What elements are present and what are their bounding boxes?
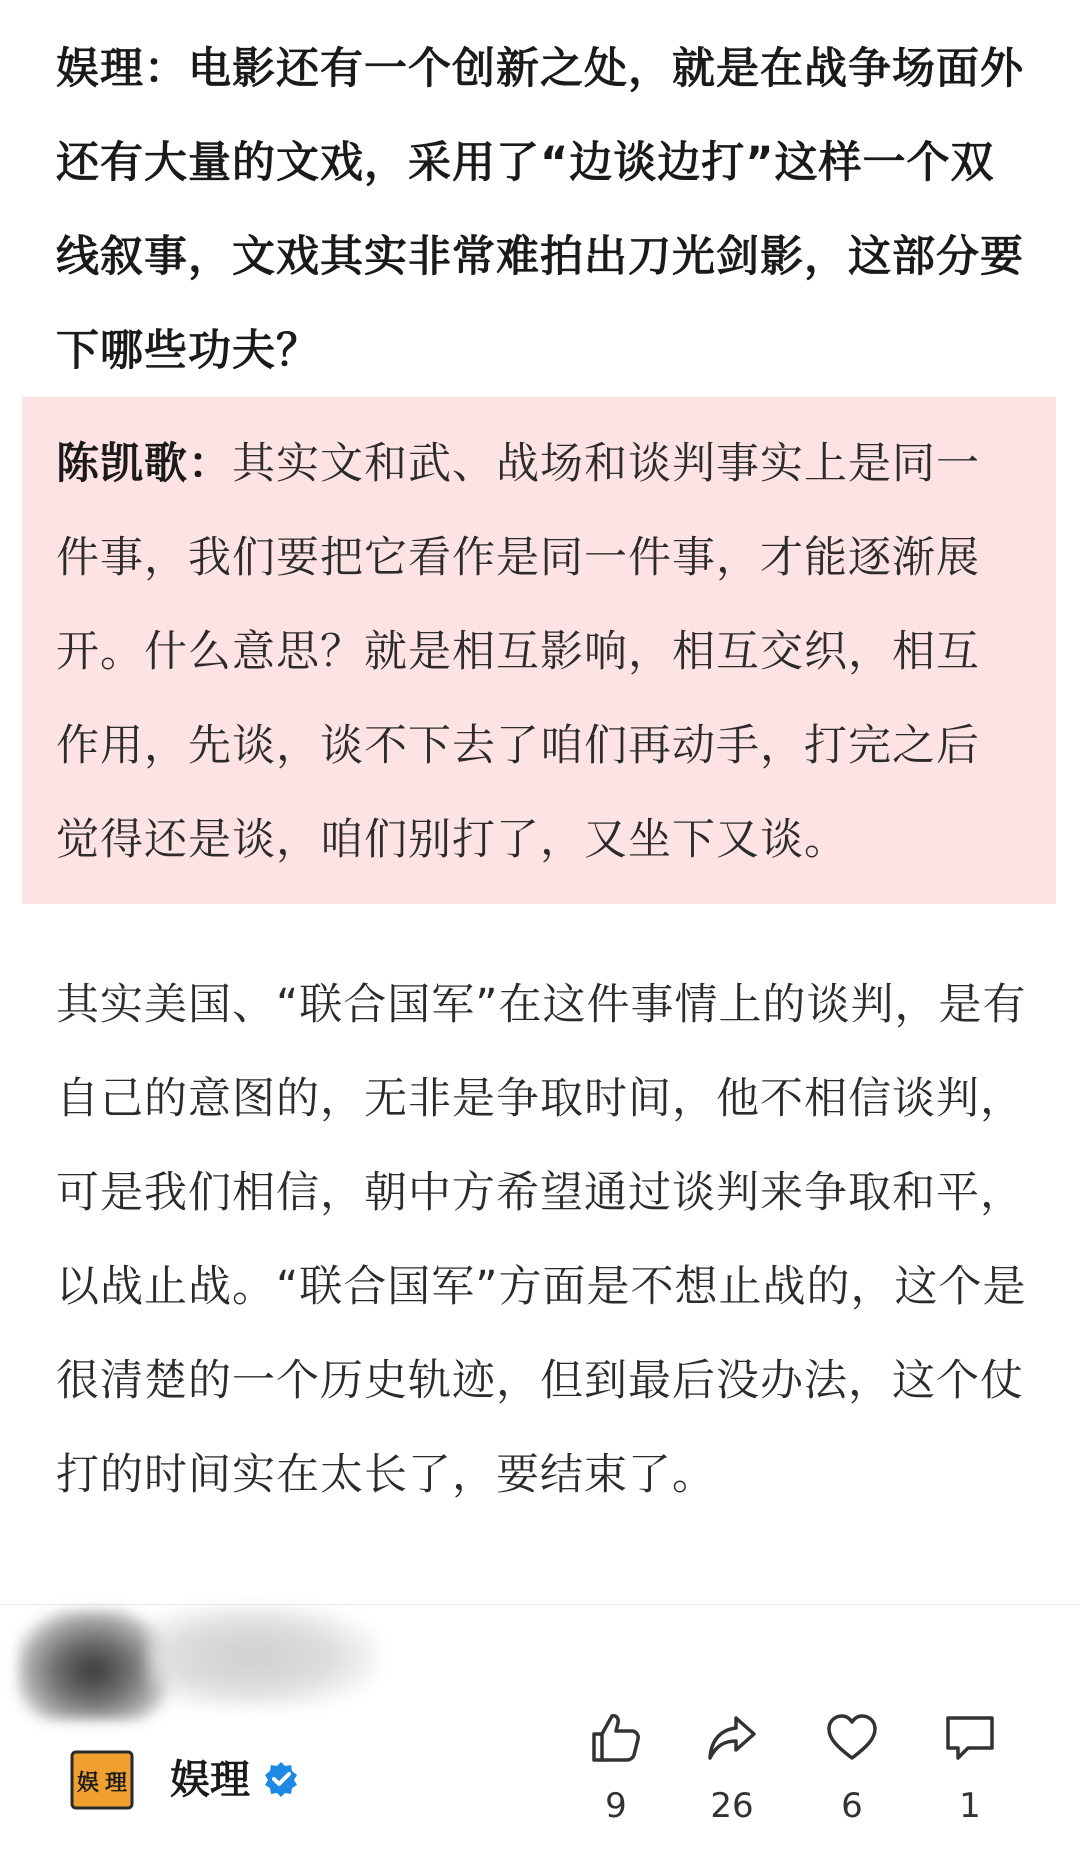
comment-button[interactable] [920,1710,1020,1826]
comment-bubble-icon [942,1710,998,1766]
answer-paragraph [56,417,1022,887]
author-logo-char-1: 娱 [76,1771,100,1796]
comment-count: 1 [959,1786,981,1826]
question-text: 娱理：电影还有一个创新之处，就是在战争场面外还有大量的文戏，采用了“边谈边打”这样一个双线叙事，文戏其实非常难拍出刀光剑影，这部分要下哪些功夫？ [56,44,1024,376]
author-logo-icon [68,1748,136,1812]
author-name[interactable]: 娱理 [170,1757,250,1803]
verified-badge-icon [262,1760,300,1798]
favorite-count: 6 [841,1786,863,1826]
share-button[interactable] [682,1710,782,1826]
body-text: 其实美国、“联合国军”在这件事情上的谈判，是有自己的意图的，无非是争取时间，他不相信谈判，可是我们相信，朝中方希望通过谈判来争取和平，以战止战。“联合国军”方面是不想止战的，这个是很清楚的一个历史轨迹，但到最后没办法，这个仗打的时间实在太长了，要结束了。 [56,980,1027,1500]
author-logo-char-2: 理 [104,1771,128,1796]
share-count: 26 [710,1786,754,1826]
question-paragraph [56,22,1036,398]
heart-icon [824,1710,880,1766]
post-footer [0,1700,1080,1867]
answer-text: 其实文和武、战场和谈判事实上是同一件事，我们要把它看作是同一件事，才能逐渐展开。什么意思？就是相互影响，相互交织，相互作用，先谈，谈不下去了咱们再动手，打完之后觉得还是谈，咱们别打了，又坐下又谈。 [56,439,980,865]
author-logo[interactable] [68,1748,136,1812]
answer-highlight-box [22,397,1056,904]
favorite-button[interactable] [802,1710,902,1826]
share-arrow-icon [704,1710,760,1766]
thumbs-up-icon [588,1710,644,1766]
like-count: 9 [605,1786,627,1826]
redacted-blur-light [148,1604,378,1709]
body-paragraph [56,958,1036,1522]
answer-speaker: 陈凯歌： [56,439,232,489]
like-button[interactable] [566,1710,666,1826]
